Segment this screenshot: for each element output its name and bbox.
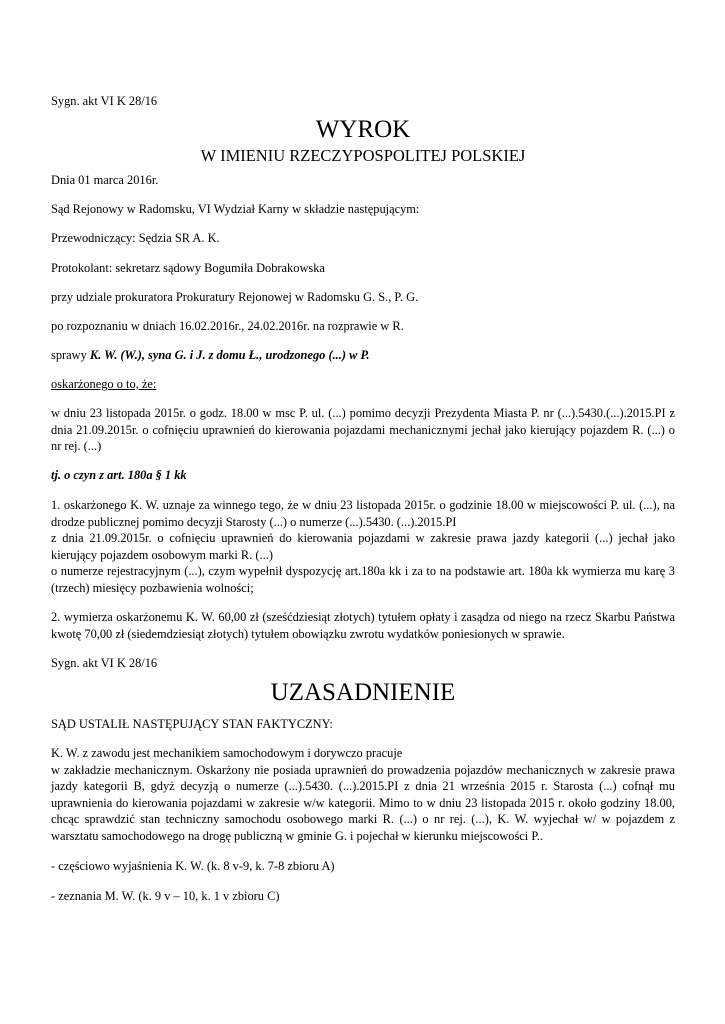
justification-title: UZASADNIENIE <box>270 679 456 706</box>
verdict-point-1-text-a: 1. oskarżonego K. W. uznaje za winnego tego, że w dniu 23 listopada 2015r. o godzinie 18.00 w miejscowości P. ul. (...), na drodze publicznej pomimo decyzji Starosty (...) o numerze (...).5430. (...).2015.PI <box>51 498 675 529</box>
court-clerk: Protokolant: sekretarz sądowy Bogumiła Dobrakowska <box>51 261 325 275</box>
evidence-item: - częściowo wyjaśnienia K. W. (k. 8 v-9, k. 7-8 zbioru A) <box>51 859 335 873</box>
evidence-item: - zeznania M. W. (k. 9 v – 10, k. 1 v zbioru C) <box>51 889 280 903</box>
facts-first-line: K. W. z zawodu jest mechanikiem samochodowym i dorywczo pracuje <box>51 746 403 760</box>
accused-of-heading: oskarżonego o to, że: <box>51 377 157 391</box>
case-signature: Sygn. akt VI K 28/16 <box>51 94 158 108</box>
verdict-date: Dnia 01 marca 2016r. <box>51 173 159 187</box>
charge-description: w dniu 23 listopada 2015r. o godz. 18.00 w msc P. ul. (...) pomimo decyzji Prezydenta Miasta P. nr (...).5430.(...).2015.PI z dnia 21.09.2015r. o cofnięciu uprawnień do kierowania pojazdami mechanicznymi jechał jako kierujący pojazdem R. (...) o nr rej. (...) <box>51 406 675 453</box>
verdict-point-1-text-b: z dnia 21.09.2015r. o cofnięciu uprawnień do kierowania pojazdami w zakresie prawa jazdy kategorii (...) jechał jako kierujący pojazdem osobowym marki R. (...) <box>51 531 675 562</box>
verdict-point-1 <box>51 497 675 596</box>
court-composition: Sąd Rejonowy w Radomsku, VI Wydział Karny w składzie następującym: <box>51 202 420 216</box>
verdict-point-2: 2. wymierza oskarżonemu K. W. 60,00 zł (sześćdziesiąt złotych) tytułem opłaty i zasądza od niego na rzecz Skarbu Państwa kwotę 70,00 zł (siedemdziesiąt złotych) tytułem obowiązku zwrotu wydatków poniesionych w sprawie. <box>51 610 675 641</box>
charge-article: tj. o czyn z art. 180a § 1 kk <box>51 468 187 482</box>
verdict-subtitle: W IMIENIU RZECZYPOSPOLITEJ POLSKIEJ <box>200 146 526 165</box>
hearing-dates: po rozpoznaniu w dniach 16.02.2016r., 24.02.2016r. na rozprawie w R. <box>51 319 404 333</box>
verdict-point-1-text-c: o numerze rejestracyjnym (...), czym wypełnił dyspozycję art.180a kk i za to na podstawie art. 180a kk wymierza mu karę 3 (trzech) miesięcy pozbawienia wolności; <box>51 564 675 595</box>
justification-signature: Sygn. akt VI K 28/16 <box>51 656 158 670</box>
facts-section-heading: SĄD USTALIŁ NASTĘPUJĄCY STAN FAKTYCZNY: <box>51 717 333 731</box>
case-prefix: sprawy <box>51 348 90 362</box>
case-line <box>51 347 370 364</box>
presiding-judge: Przewodniczący: Sędzia SR A. K. <box>51 231 220 245</box>
facts-paragraph <box>51 745 675 844</box>
facts-body: w zakładzie mechanicznym. Oskarżony nie posiada uprawnień do prowadzenia pojazdów mechanicznych w zakresie prawa jazdy kategorii B, gdyż decyzją o numerze (...).5430. (...).2015.PI z dnia 21 września 2015 r. Starosta (...) cofnął mu uprawnienia do kierowania pojazdami w zakresie w/w kategorii. Mimo to w dniu 23 listopada 2015 r. około godziny 18.00, chcąc sprawdzić stan techniczny samochodu osobowego marki R. (...) o nr rej. (...), K. W. wyjechał w/ w pojazdem z warsztatu samochodowego na drogę publiczną w gminie G. i pojechał w kierunku miejscowości P.. <box>51 762 675 843</box>
prosecutor-line: przy udziale prokuratora Prokuratury Rejonowej w Radomsku G. S., P. G. <box>51 290 419 304</box>
verdict-title: WYROK <box>315 116 411 143</box>
accused-identity: K. W. (W.), syna G. i J. z domu Ł., urodzonego (...) w P. <box>89 348 370 362</box>
